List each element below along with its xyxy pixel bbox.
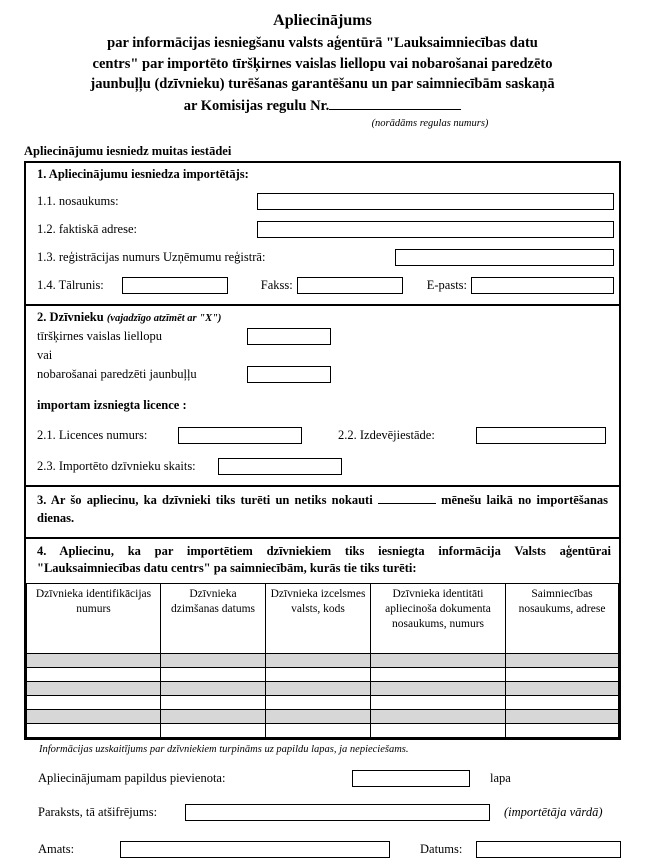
animal-cell-input[interactable]: [27, 653, 161, 667]
table-row: [27, 653, 619, 667]
row-registration-number: [37, 249, 614, 266]
animals-table-body: [27, 653, 619, 737]
licence-number-label: 2.1. Licences numurs:: [37, 427, 148, 442]
subtitle-line-4: [24, 95, 621, 117]
email-label: E-pasts:: [426, 277, 468, 292]
animal-cell-input[interactable]: [266, 653, 371, 667]
phone-input[interactable]: [122, 277, 228, 294]
table-row: [27, 695, 619, 709]
animal-cell-input[interactable]: [161, 695, 266, 709]
table-row: [27, 709, 619, 723]
col-header-identity-doc: Dzīvnieka identitāti apliecinoša dokumenta nosaukums, numurs: [371, 583, 506, 653]
fattening-checkbox[interactable]: [247, 366, 331, 383]
regulation-number-blank[interactable]: [329, 95, 461, 110]
col-header-id: Dzīvnieka identifikācijas numurs: [27, 583, 161, 653]
animals-table-header: [27, 583, 619, 653]
table-row: [27, 723, 619, 737]
attachment-unit-label: lapa: [490, 770, 511, 785]
email-input[interactable]: [471, 277, 614, 294]
animal-cell-input[interactable]: [161, 667, 266, 681]
row-licence: [37, 427, 614, 444]
animal-cell-input[interactable]: [371, 709, 506, 723]
date-label: Datums:: [420, 841, 463, 856]
row-importer-name: [37, 193, 614, 210]
importer-address-input[interactable]: [257, 221, 614, 238]
subtitle-line-3: jaunbuļļu (dzīvnieku) turēšanas garantēšanu un par saimniecībām saskaņā: [90, 76, 555, 93]
purebred-checkbox[interactable]: [247, 328, 331, 345]
col-header-holding: Saimniecības nosaukums, adrese: [506, 583, 619, 653]
registration-number-label: 1.3. reģistrācijas numurs Uzņēmumu reģistrā:: [37, 249, 266, 264]
registration-number-input[interactable]: [395, 249, 614, 266]
section-2-title-row: [37, 310, 614, 325]
animal-cell-input[interactable]: [506, 695, 619, 709]
animal-cell-input[interactable]: [27, 723, 161, 737]
subtitle-line-2: centrs" par importēto tīršķirnes vaislas liellopu vai nobarošanai paredzēto: [92, 55, 553, 72]
regulation-note: (norādāms regulas numurs): [371, 117, 489, 129]
intro-statement: Apliecinājumu iesniedz muitas iestādei: [24, 143, 232, 158]
section-4-title: 4. Apliecinu, ka par importētiem dzīvniekiem tiks iesniegta informācija Valsts aģentūrai "Lauksaimniecības datu centrs" pa saimniecībām, kurās tie tiks turēti:: [37, 543, 611, 576]
section-3-text-before: 3. Ar šo apliecinu, ka dzīvnieki tiks turēti un netiks nokauti: [37, 492, 373, 507]
animal-cell-input[interactable]: [371, 653, 506, 667]
animal-cell-input[interactable]: [161, 709, 266, 723]
animal-cell-input[interactable]: [266, 681, 371, 695]
row-contacts: [37, 277, 614, 294]
section-3-declaration: [26, 487, 619, 539]
attachment-pages-input[interactable]: [352, 770, 470, 787]
importer-address-label: 1.2. faktiskā adrese:: [37, 221, 137, 236]
table-row: [27, 681, 619, 695]
phone-label: 1.4. Tālrunis:: [37, 277, 104, 292]
continuation-note: Informācijas uzskaitījums par dzīvniekiem turpināms uz papildu lapas, ja nepieciešams.: [39, 743, 409, 755]
fax-input[interactable]: [297, 277, 403, 294]
animal-cell-input[interactable]: [506, 653, 619, 667]
section-1-title: 1. Apliecinājumu iesniedza importētājs:: [37, 166, 249, 181]
fax-label: Fakss:: [260, 277, 293, 292]
animal-cell-input[interactable]: [266, 695, 371, 709]
animal-cell-input[interactable]: [161, 681, 266, 695]
animal-cell-input[interactable]: [266, 667, 371, 681]
issuer-label: 2.2. Izdevējiestāde:: [338, 427, 435, 442]
row-position-date: [38, 841, 621, 858]
table-row: [27, 667, 619, 681]
page-title: Apliecinājums: [273, 12, 372, 29]
section-4-holdings: [26, 539, 619, 738]
animal-cell-input[interactable]: [506, 709, 619, 723]
row-option-purebred: [37, 328, 614, 345]
signature-note: (importētāja vārdā): [504, 804, 603, 819]
fattening-option-label: nobarošanai paredzēti jaunbuļļu: [37, 366, 197, 381]
importer-name-input[interactable]: [257, 193, 614, 210]
licence-number-input[interactable]: [178, 427, 302, 444]
date-input[interactable]: [476, 841, 621, 858]
animal-cell-input[interactable]: [371, 681, 506, 695]
col-header-birthdate: Dzīvnieka dzimšanas datums: [161, 583, 266, 653]
animal-cell-input[interactable]: [371, 723, 506, 737]
form-box: [24, 161, 621, 740]
row-importer-address: [37, 221, 614, 238]
section-2-title-note: (vajadzīgo atzīmēt ar "X"): [106, 312, 222, 324]
issuer-input[interactable]: [476, 427, 606, 444]
row-animal-count: [37, 458, 614, 475]
licence-title: importam izsniegta licence :: [37, 397, 187, 412]
attachment-label: Apliecinājumam papildus pievienota:: [38, 770, 226, 785]
animal-cell-input[interactable]: [506, 681, 619, 695]
subtitle-line-4-text: ar Komisijas regulu Nr.: [183, 97, 330, 114]
subtitle-line-1: par informācijas iesniegšanu valsts aģentūrā "Lauksaimniecības datu: [107, 35, 538, 51]
purebred-option-label: tīršķirnes vaislas liellopu: [37, 328, 162, 343]
section-1-importer: [26, 163, 619, 306]
col-header-origin: Dzīvnieka izcelsmes valsts, kods: [266, 583, 371, 653]
animal-count-input[interactable]: [218, 458, 342, 475]
importer-name-label: 1.1. nosaukums:: [37, 193, 119, 208]
animal-cell-input[interactable]: [506, 667, 619, 681]
signature-input[interactable]: [185, 804, 490, 821]
form-footer: [24, 744, 621, 858]
section-3-statement: [37, 491, 614, 527]
section-3-text-after: mēnešu laikā no importēšanas dienas.: [37, 492, 609, 525]
animal-count-label: 2.3. Importēto dzīvnieku skaits:: [37, 458, 196, 473]
animal-cell-input[interactable]: [161, 723, 266, 737]
animal-cell-input[interactable]: [27, 667, 161, 681]
row-signature: [38, 804, 621, 821]
animal-cell-input[interactable]: [371, 667, 506, 681]
animal-cell-input[interactable]: [27, 709, 161, 723]
section-2-title: 2. Dzīvnieku: [37, 309, 104, 324]
animal-cell-input[interactable]: [27, 695, 161, 709]
or-label: vai: [37, 347, 53, 362]
row-option-fattening: [37, 366, 614, 383]
animal-cell-input[interactable]: [266, 723, 371, 737]
section-2-animals: [26, 306, 619, 487]
row-attachment: [38, 770, 621, 787]
animal-cell-input[interactable]: [27, 681, 161, 695]
animal-cell-input[interactable]: [161, 653, 266, 667]
signature-label: Paraksts, tā atšifrējums:: [38, 804, 158, 819]
animal-cell-input[interactable]: [506, 723, 619, 737]
animal-cell-input[interactable]: [371, 695, 506, 709]
position-label: Amats:: [38, 841, 75, 856]
animals-table: [26, 583, 619, 738]
animal-cell-input[interactable]: [266, 709, 371, 723]
position-input[interactable]: [120, 841, 390, 858]
months-blank[interactable]: [378, 491, 436, 504]
